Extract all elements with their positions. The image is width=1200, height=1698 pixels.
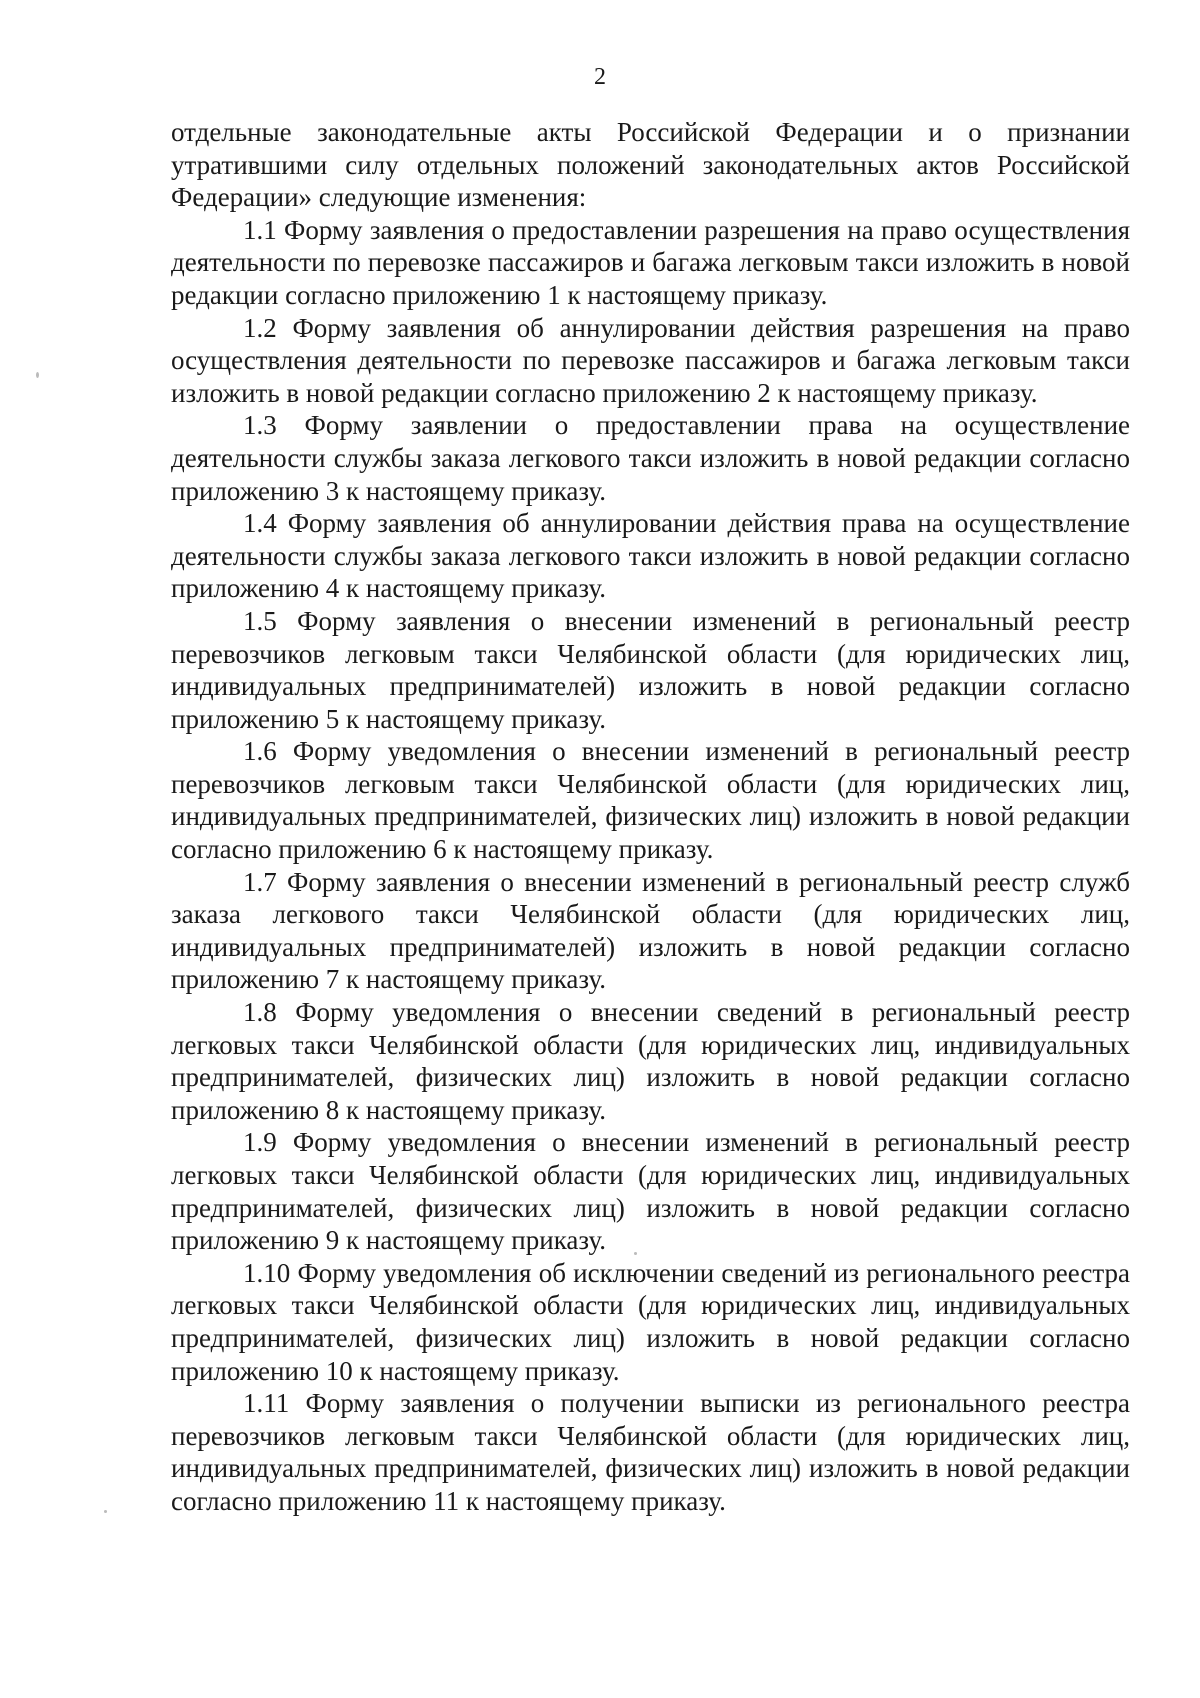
item-1-4: 1.4 Форму заявления об аннулировании действия права на осуществление деятельности службы заказа легкового такси изложить в новой редакции согласно приложению 4 к настоящему приказу. bbox=[171, 508, 1130, 604]
item-1-7: 1.7 Форму заявления о внесении изменений в региональный реестр служб заказа легкового такси Челябинской области (для юридических лиц, индивидуальных предпринимателей) изложить в новой редакции согласно приложению 7 к настоящему приказу. bbox=[171, 866, 1130, 995]
item-1-9: 1.9 Форму уведомления о внесении изменений в региональный реестр легковых такси Челябинской области (для юридических лиц, индивидуальных предпринимателей, физических лиц) изложить в новой редакции согласно приложению 9 к настоящему приказу. bbox=[171, 1127, 1130, 1256]
item-1-10: 1.10 Форму уведомления об исключении сведений из регионального реестра легковых такси Челябинской области (для юридических лиц, индивидуальных предпринимателей, физических лиц) изложить в новой редакции согласно приложению 10 к настоящему приказу. bbox=[171, 1257, 1130, 1386]
page-number: 2 bbox=[594, 64, 606, 90]
intro-paragraph: отдельные законодательные акты Российской Федерации и о признании утратившими силу отдельных положений законодательных актов Российской Федерации» следующие изменения: bbox=[171, 117, 1130, 213]
item-1-8: 1.8 Форму уведомления о внесении сведений в региональный реестр легковых такси Челябинской области (для юридических лиц, индивидуальных предпринимателей, физических лиц) изложить в новой редакции согласно приложению 8 к настоящему приказу. bbox=[171, 997, 1130, 1125]
item-1-2: 1.2 Форму заявления об аннулировании действия разрешения на право осуществления деятельности по перевозке пассажиров и багажа легковым такси изложить в новой редакции согласно приложению 2 к настоящему приказу. bbox=[171, 312, 1130, 408]
scan-speck bbox=[36, 372, 39, 378]
item-1-5: 1.5 Форму заявления о внесении изменений в региональный реестр перевозчиков легковым такси Челябинской области (для юридических лиц, индивидуальных предпринимателей) изложить в новой редакции согласно приложению 5 к настоящему приказу. bbox=[171, 605, 1130, 734]
item-1-6: 1.6 Форму уведомления о внесении изменений в региональный реестр перевозчиков легковым такси Челябинской области (для юридических лиц, индивидуальных предпринимателей, физических лиц) изложить в новой редакции согласно приложению 6 к настоящему приказу. bbox=[171, 736, 1130, 865]
item-1-3: 1.3 Форму заявлении о предоставлении права на осуществление деятельности службы заказа легкового такси изложить в новой редакции согласно приложению 3 к настоящему приказу. bbox=[171, 410, 1130, 506]
document-body bbox=[171, 116, 1130, 1518]
item-1-11: 1.11 Форму заявления о получении выписки из регионального реестра перевозчиков легковым такси Челябинской области (для юридических лиц, индивидуальных предпринимателей, физических лиц) изложить в новой редакции согласно приложению 11 к настоящему приказу. bbox=[171, 1388, 1130, 1516]
scan-speck bbox=[104, 1510, 107, 1513]
item-1-1: 1.1 Форму заявления о предоставлении разрешения на право осуществления деятельности по перевозке пассажиров и багажа легковым такси изложить в новой редакции согласно приложению 1 к настоящему приказу. bbox=[171, 214, 1130, 310]
